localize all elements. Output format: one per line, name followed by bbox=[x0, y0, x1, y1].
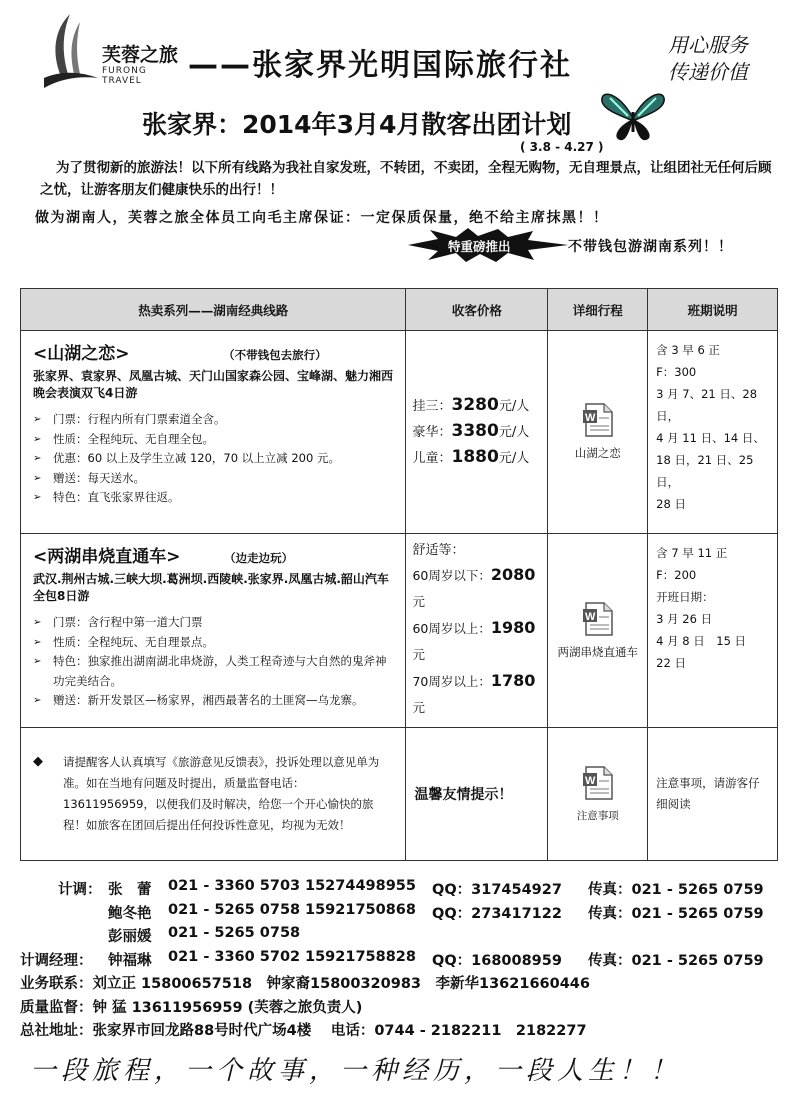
price-cell bbox=[406, 331, 548, 534]
schedule-line: 18 日，21 日、25 日， bbox=[656, 453, 754, 489]
word-document-icon bbox=[582, 602, 614, 636]
price-unit: 元 bbox=[412, 647, 425, 662]
contact-qq: QQ：317454927 bbox=[432, 882, 562, 898]
notice-schedule-cell: 注意事项，请游客仔细阅读 bbox=[648, 728, 778, 861]
word-document-icon bbox=[582, 766, 614, 800]
price-label: 60周岁以上： bbox=[412, 621, 491, 636]
contact-name: 彭丽媛 bbox=[108, 929, 152, 945]
contact-qq: QQ：273417122 bbox=[432, 905, 562, 922]
contact-mobile: 15921750868 bbox=[305, 901, 416, 918]
price-line bbox=[412, 445, 541, 471]
schedule-line: 含 7 早 11 正 bbox=[656, 546, 728, 560]
price-line bbox=[412, 615, 541, 668]
svg-text:W: W bbox=[584, 774, 596, 787]
table-row bbox=[21, 728, 778, 861]
svg-text:W: W bbox=[584, 412, 596, 424]
list-item: ➢ 赠送：新开发景区—杨家界，湘西最著名的土匪窝—乌龙寨。 bbox=[33, 691, 397, 711]
address-text: 总社地址：张家界市回龙路88号时代广场4楼 电话：0744 - 2182211 2182277 bbox=[20, 1023, 587, 1039]
butterfly-icon bbox=[598, 88, 668, 144]
price-unit: 元/人 bbox=[498, 451, 530, 466]
table-row bbox=[21, 534, 778, 728]
contact-qq: QQ：168008959 bbox=[432, 952, 562, 969]
route-name: <山湖之恋> bbox=[33, 344, 130, 364]
notice-doc-link[interactable] bbox=[548, 728, 648, 861]
notice-doc-name: 注意事项 bbox=[576, 809, 619, 822]
price-cell bbox=[406, 534, 548, 728]
quality-supervision-text: 质量监督：钟 猛 13611956959 (芙蓉之旅负责人) bbox=[20, 999, 363, 1016]
schedule-line: F：300 bbox=[656, 365, 697, 379]
route-description: 武汉.荆州古城.三峡大坝.葛洲坝.西陵峡.张家界.凤凰古城.韶山汽车全包8日游 bbox=[33, 572, 389, 603]
diamond-bullet-icon: ◆ bbox=[33, 754, 43, 769]
list-item: ➢ 门票：行程内所有门票索道全含。 bbox=[33, 410, 397, 430]
slogan: 一段旅程，一个故事，一种经历，一段人生！！ bbox=[30, 1056, 682, 1086]
contact-mobile: 15274498955 bbox=[305, 878, 416, 894]
price-unit: 元 bbox=[412, 700, 425, 715]
contact-name: 鲍冬艳 bbox=[108, 905, 152, 922]
contact-tel: 021 - 3360 5702 bbox=[168, 948, 301, 965]
contact-tel: 021 - 5265 0758 bbox=[168, 901, 301, 918]
price-label: 70周岁以上： bbox=[412, 674, 491, 689]
burst-label: 特重磅推出 bbox=[448, 239, 511, 254]
list-item: ➢ 特色：直飞张家界往返。 bbox=[33, 488, 397, 508]
schedule-line: 4 月 11 日、14 日、 bbox=[656, 431, 765, 445]
price-value: 3280 bbox=[451, 395, 499, 415]
route-cell bbox=[21, 534, 406, 728]
header-price: 收客价格 bbox=[406, 289, 548, 331]
list-item: ➢ 赠送：每天送水。 bbox=[33, 469, 397, 489]
notice-text: 请提醒客人认真填写《旅游意见反馈表》，投诉处理以意见单为准。如在当地有问题及时提出，质量监督电话：13611956959，以便我们及时解决，给您一个开心愉快的旅程！如旅客在团回后提出任何投诉性意见，均视为无效！ bbox=[63, 755, 380, 832]
contact-fax: 传真：021 - 5265 0759 bbox=[588, 952, 764, 969]
table-row bbox=[21, 331, 778, 534]
contact-row bbox=[20, 949, 790, 973]
route-tag: （边走边玩） bbox=[224, 551, 294, 565]
price-value: 1880 bbox=[451, 447, 499, 467]
svg-text:W: W bbox=[584, 610, 596, 623]
price-label: 豪华： bbox=[412, 425, 452, 440]
schedule-line: 开班日期： bbox=[656, 590, 714, 604]
header-schedule: 班期说明 bbox=[648, 289, 778, 331]
price-unit: 元/人 bbox=[498, 399, 530, 414]
header-itinerary: 详细行程 bbox=[548, 289, 648, 331]
contact-row bbox=[20, 925, 790, 949]
price-note: 舒适等： bbox=[412, 543, 465, 558]
motto-line-1: 用心服务 bbox=[668, 33, 748, 57]
routes-table bbox=[20, 288, 778, 861]
schedule-cell bbox=[648, 331, 778, 534]
table-header-row bbox=[21, 289, 778, 331]
quality-supervision bbox=[20, 996, 790, 1020]
schedule-line: 4 月 8 日 15 日 22 日 bbox=[656, 634, 758, 670]
business-contact bbox=[20, 972, 790, 996]
contact-row bbox=[20, 878, 790, 902]
schedule-line: F：200 bbox=[656, 568, 697, 582]
logo-english: FURONG TRAVEL bbox=[102, 66, 147, 86]
itinerary-doc-name: 山湖之恋 bbox=[574, 446, 621, 460]
plan-title: 张家界：2014年3月4月散客出团计划 bbox=[142, 110, 572, 139]
route-features bbox=[33, 613, 397, 711]
price-value: 3380 bbox=[451, 421, 499, 441]
price-line bbox=[412, 668, 541, 721]
schedule-line: 3 月 26 日 bbox=[656, 612, 713, 626]
date-range: ( 3.8 - 4.27 ) bbox=[520, 140, 604, 154]
price-value: 1780 bbox=[490, 671, 536, 690]
contact-name: 张 蕾 bbox=[108, 882, 152, 898]
sail-logo-icon bbox=[40, 12, 100, 90]
price-label: 挂三： bbox=[412, 399, 452, 414]
contact-mobile: 15921758828 bbox=[305, 948, 416, 965]
route-description: 张家界、袁家界、凤凰古城、天门山国家森公园、宝峰湖、魅力湘西晚会表演双飞4日游 bbox=[33, 369, 394, 400]
price-unit: 元/人 bbox=[498, 425, 530, 440]
agency-name: ——张家界光明国际旅行社 bbox=[188, 48, 572, 83]
route-cell bbox=[21, 331, 406, 534]
price-label: 60周岁以下： bbox=[412, 568, 491, 583]
word-document-icon bbox=[582, 403, 614, 437]
itinerary-doc-name: 两湖串烧直通车 bbox=[557, 644, 638, 659]
intro-text: 为了贯彻新的旅游法！以下所有线路为我社自家发班，不转团，不卖团，全程无购物，无自理景点，让组团社无任何后顾之忧，让游客朋友们健康快乐的出行！！ bbox=[40, 160, 772, 198]
contact-label: 计调： bbox=[58, 882, 102, 898]
motto bbox=[668, 32, 748, 86]
contact-tel: 021 - 5265 0758 bbox=[168, 925, 301, 941]
schedule-line: 3 月 7、21 日、28 日， bbox=[656, 387, 758, 423]
price-label: 儿童： bbox=[412, 451, 452, 466]
schedule-line: 含 3 早 6 正 bbox=[656, 343, 720, 357]
no-wallet-series: 不带钱包游湖南系列！！ bbox=[568, 239, 733, 255]
contact-name: 钟福琳 bbox=[108, 952, 152, 969]
logo-name: 芙蓉之旅 bbox=[102, 44, 179, 66]
notice-cell bbox=[21, 728, 406, 861]
contact-tel: 021 - 3360 5703 bbox=[168, 878, 301, 894]
pledge-text: 做为湖南人，芙蓉之旅全体员工向毛主席保证：一定保质保量，绝不给主席抹黑！！ bbox=[35, 210, 609, 226]
list-item: ➢ 特色：独家推出湖南湖北串烧游，人类工程奇迹与大自然的鬼斧神功完美结合。 bbox=[33, 652, 397, 691]
route-features bbox=[33, 410, 397, 508]
contact-label: 计调经理： bbox=[20, 952, 93, 969]
schedule-line: 28 日 bbox=[656, 497, 686, 511]
price-unit: 元 bbox=[412, 594, 425, 609]
price-value: 1980 bbox=[490, 618, 536, 637]
motto-line-2: 传递价值 bbox=[668, 60, 748, 84]
price-line bbox=[412, 562, 541, 615]
header-routes: 热卖系列——湖南经典线路 bbox=[21, 289, 406, 331]
price-value: 2080 bbox=[490, 565, 536, 584]
header bbox=[0, 0, 800, 95]
list-item: ➢ 门票：含行程中第一道大门票 bbox=[33, 613, 397, 633]
contact-row bbox=[20, 902, 790, 926]
list-item: ➢ 性质：全程纯玩、无自理景点。 bbox=[33, 633, 397, 653]
logo bbox=[40, 12, 180, 90]
list-item: ➢ 优惠：60 以上及学生立减 120，70 以上立减 200 元。 bbox=[33, 449, 397, 469]
contact-fax: 传真：021 - 5265 0759 bbox=[588, 882, 764, 898]
price-line bbox=[412, 419, 541, 445]
contact-fax: 传真：021 - 5265 0759 bbox=[588, 905, 764, 922]
route-tag: （不带钱包去旅行） bbox=[223, 348, 327, 362]
warm-reminder: 温馨友情提示！ bbox=[406, 728, 548, 861]
list-item: ➢ 性质：全程纯玩、无自理全包。 bbox=[33, 430, 397, 450]
contacts bbox=[20, 878, 790, 1043]
business-contact-text: 业务联系：刘立正 15800657518 钟家裔15800320983 李新华13621660446 bbox=[20, 976, 590, 992]
head-office-address bbox=[20, 1019, 790, 1043]
route-name: <两湖串烧直通车> bbox=[33, 547, 181, 567]
itinerary-doc-link[interactable] bbox=[548, 534, 648, 728]
itinerary-doc-link[interactable] bbox=[548, 331, 648, 534]
schedule-cell bbox=[648, 534, 778, 728]
price-line bbox=[412, 393, 541, 419]
